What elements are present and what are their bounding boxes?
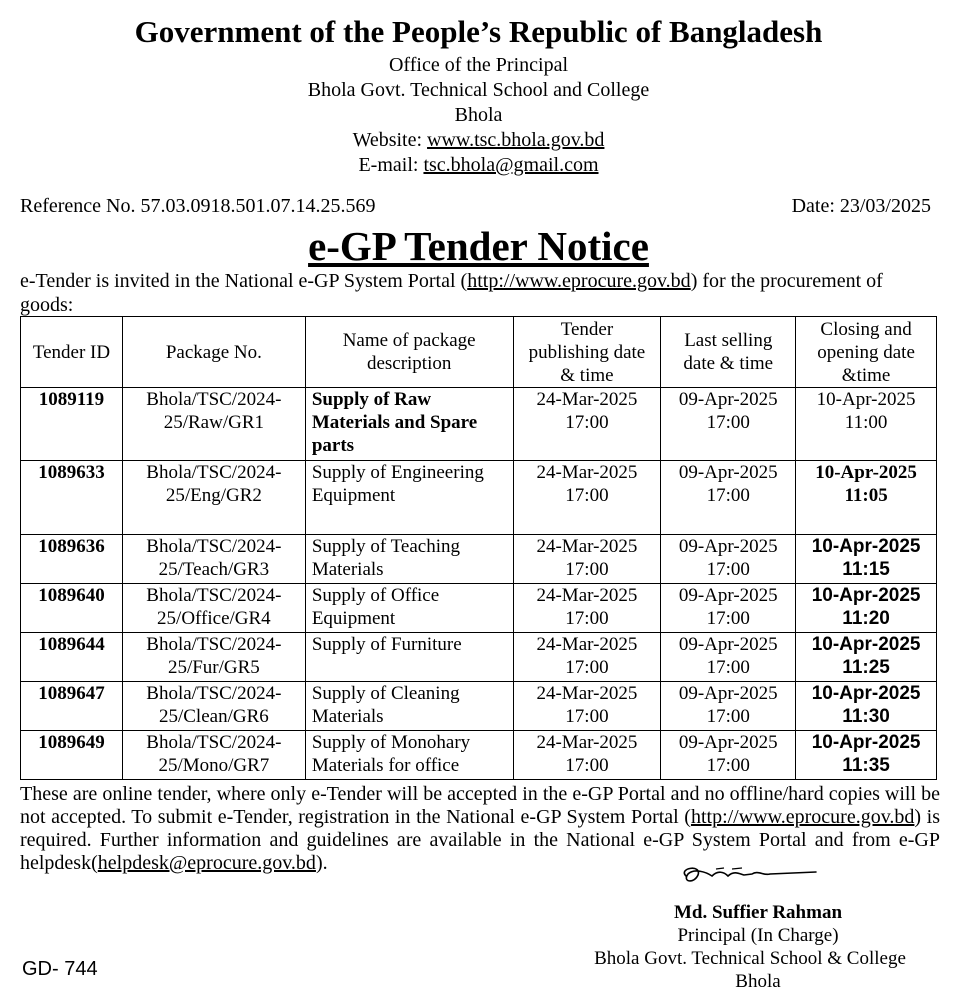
footer-text-2: ) is required. Further information and guidelines are available in the National e-GP System Portal and from e-GP helpdesk( xyxy=(20,806,940,874)
tender-id: 1089647 xyxy=(21,682,123,731)
tender-id: 1089636 xyxy=(21,535,123,584)
signer-name: Md. Suffier Rahman xyxy=(673,902,843,923)
last-selling-date: 09-Apr-2025 17:00 xyxy=(661,731,796,780)
last-selling-date: 09-Apr-2025 17:00 xyxy=(661,388,796,461)
website-line xyxy=(0,128,957,153)
package-no: Bhola/TSC/2024-25/Eng/GR2 xyxy=(122,461,305,535)
table-row xyxy=(21,633,937,682)
tender-table xyxy=(20,316,937,780)
closing-date: 10-Apr-2025 11:35 xyxy=(796,731,937,780)
publishing-date: 24-Mar-2025 17:00 xyxy=(513,535,661,584)
institution-line: Bhola Govt. Technical School and College xyxy=(307,79,650,101)
tender-id: 1089633 xyxy=(21,461,123,535)
closing-date: 10-Apr-2025 11:30 xyxy=(796,682,937,731)
notice-date: Date: 23/03/2025 xyxy=(791,195,931,217)
header-last-selling-date: Last selling date & time xyxy=(661,317,796,388)
last-selling-date: 09-Apr-2025 17:00 xyxy=(661,682,796,731)
package-description: Supply of Monohary Materials for office xyxy=(305,731,513,780)
location-line: Bhola xyxy=(454,104,503,126)
closing-date: 10-Apr-2025 11:25 xyxy=(796,633,937,682)
package-no: Bhola/TSC/2024-25/Fur/GR5 xyxy=(122,633,305,682)
website-link[interactable]: www.tsc.bhola.gov.bd xyxy=(427,129,605,151)
tender-id: 1089640 xyxy=(21,584,123,633)
table-row xyxy=(21,461,937,535)
closing-date: 10-Apr-2025 11:20 xyxy=(796,584,937,633)
email-line xyxy=(0,153,957,178)
eprocure-footer-link[interactable]: http://www.eprocure.gov.bd xyxy=(690,806,915,828)
publishing-date: 24-Mar-2025 17:00 xyxy=(513,388,661,461)
helpdesk-email-link[interactable]: helpdesk@eprocure.gov.bd xyxy=(97,852,316,874)
package-no: Bhola/TSC/2024-25/Raw/GR1 xyxy=(122,388,305,461)
signer-institution: Bhola Govt. Technical School & College xyxy=(594,948,906,969)
header-package-no: Package No. xyxy=(122,317,305,388)
last-selling-date: 09-Apr-2025 17:00 xyxy=(661,535,796,584)
signer-location: Bhola xyxy=(735,971,781,992)
closing-date: 10-Apr-2025 11:00 xyxy=(796,388,937,461)
tender-id: 1089649 xyxy=(21,731,123,780)
header-tender-id: Tender ID xyxy=(21,317,123,388)
closing-date: 10-Apr-2025 11:15 xyxy=(796,535,937,584)
government-title: Government of the People’s Republic of Bangladesh xyxy=(134,14,823,49)
intro-text-after: ) for the procurement of goods: xyxy=(20,270,883,316)
last-selling-date: 09-Apr-2025 17:00 xyxy=(661,584,796,633)
intro-text-before: e-Tender is invited in the National e-GP System Portal ( xyxy=(20,270,468,292)
eprocure-link[interactable]: http://www.eprocure.gov.bd xyxy=(467,270,691,292)
publishing-date: 24-Mar-2025 17:00 xyxy=(513,633,661,682)
package-no: Bhola/TSC/2024-25/Office/GR4 xyxy=(122,584,305,633)
package-description: Supply of Teaching Materials xyxy=(305,535,513,584)
package-description: Supply of Office Equipment xyxy=(305,584,513,633)
publishing-date: 24-Mar-2025 17:00 xyxy=(513,682,661,731)
package-no: Bhola/TSC/2024-25/Mono/GR7 xyxy=(122,731,305,780)
table-row xyxy=(21,584,937,633)
footer-text-1: These are online tender, where only e-Tender will be accepted in the e-GP Portal and no offline/hard copies will be not accepted. To submit e-Tender, registration in the National e-GP System Portal ( xyxy=(20,783,940,828)
package-description: Supply of Raw Materials and Spare parts xyxy=(305,388,513,461)
signature-scribble xyxy=(672,860,818,890)
table-row xyxy=(21,731,937,780)
table-row xyxy=(21,682,937,731)
tender-id: 1089644 xyxy=(21,633,123,682)
footer-text-3: ). xyxy=(315,852,328,874)
publishing-date: 24-Mar-2025 17:00 xyxy=(513,461,661,535)
table-row xyxy=(21,535,937,584)
tender-id: 1089119 xyxy=(21,388,123,461)
package-no: Bhola/TSC/2024-25/Clean/GR6 xyxy=(122,682,305,731)
signer-designation: Principal (In Charge) xyxy=(677,925,839,946)
email-label: E-mail: xyxy=(358,154,419,176)
email-link[interactable]: tsc.bhola@gmail.com xyxy=(423,154,599,176)
package-no: Bhola/TSC/2024-25/Teach/GR3 xyxy=(122,535,305,584)
table-row xyxy=(21,388,937,461)
notice-title: e-GP Tender Notice xyxy=(308,223,649,269)
header-closing-date: Closing and opening date &time xyxy=(796,317,937,388)
reference-number: Reference No. 57.03.0918.501.07.14.25.569 xyxy=(20,195,376,217)
last-selling-date: 09-Apr-2025 17:00 xyxy=(661,633,796,682)
table-header-row xyxy=(21,317,937,388)
gd-number: GD- 744 xyxy=(22,958,98,980)
package-description: Supply of Cleaning Materials xyxy=(305,682,513,731)
header-package-description: Name of package description xyxy=(305,317,513,388)
website-label: Website: xyxy=(352,129,423,151)
last-selling-date: 09-Apr-2025 17:00 xyxy=(661,461,796,535)
office-line: Office of the Principal xyxy=(388,54,568,76)
intro-paragraph xyxy=(20,269,940,317)
header-publishing-date: Tender publishing date & time xyxy=(513,317,661,388)
publishing-date: 24-Mar-2025 17:00 xyxy=(513,731,661,780)
publishing-date: 24-Mar-2025 17:00 xyxy=(513,584,661,633)
package-description: Supply of Engineering Equipment xyxy=(305,461,513,535)
package-description: Supply of Furniture xyxy=(305,633,513,682)
closing-date: 10-Apr-2025 11:05 xyxy=(796,461,937,535)
